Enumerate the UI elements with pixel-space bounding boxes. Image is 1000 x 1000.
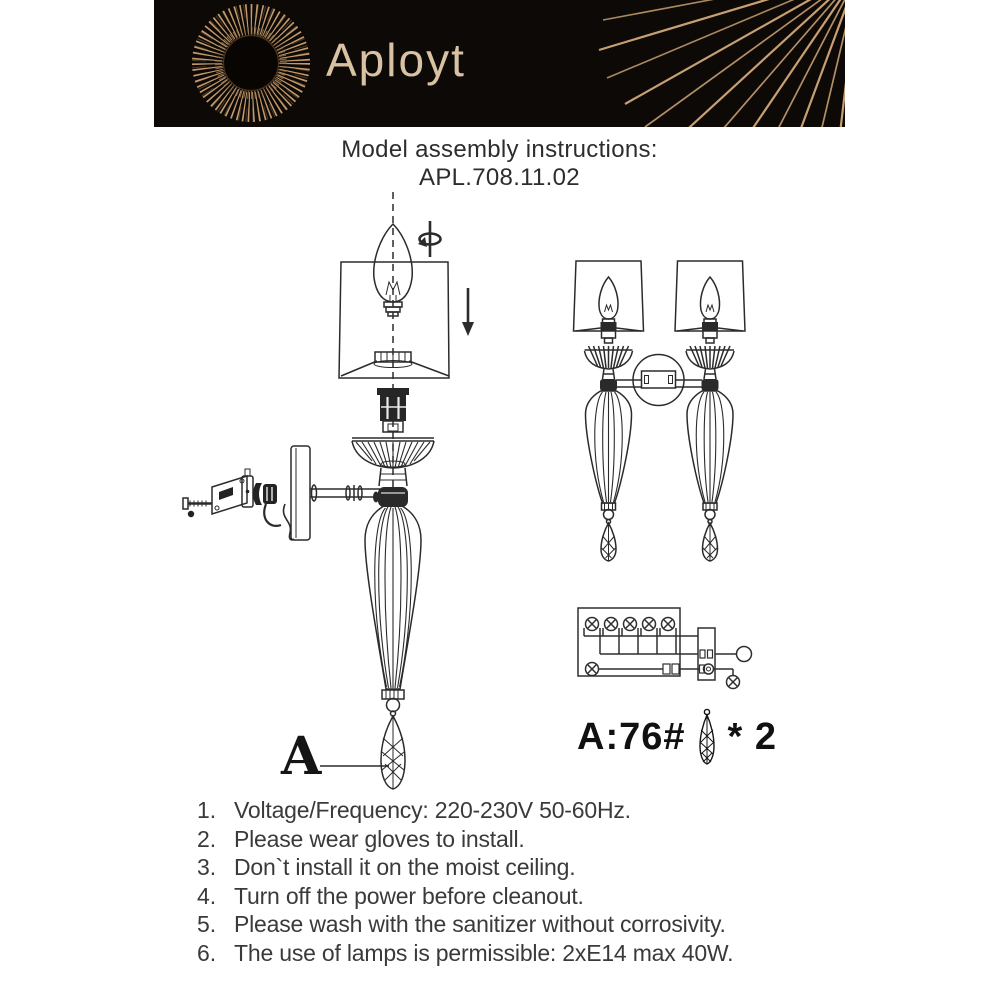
- instruction-text: Please wash with the sanitizer without corrosivity.: [234, 911, 726, 937]
- instruction-text: Turn off the power before cleanout.: [234, 882, 584, 909]
- instruction-number: 3.: [197, 854, 217, 880]
- instruction-number: 2.: [197, 825, 217, 852]
- down-arrow-icon: [462, 288, 474, 336]
- exploded-view-drawing: [183, 192, 474, 789]
- brand-wordmark: Aployt: [326, 34, 466, 86]
- instruction-text: The use of lamps is permissible: 2xE14 max 40W.: [234, 939, 734, 966]
- wiring-diagram: [578, 608, 752, 689]
- instruction-item: [197, 853, 877, 882]
- rotation-arrow-icon: [418, 221, 441, 257]
- instruction-number: 6.: [197, 939, 217, 966]
- part-code: A:76#: [577, 716, 686, 758]
- crystal-drop-icon: [695, 708, 719, 766]
- instructions-list: [197, 796, 877, 967]
- page-title: Model assembly instructions:: [341, 136, 658, 163]
- part-label: A: [281, 726, 322, 787]
- instruction-text: Please wear gloves to install.: [234, 825, 525, 852]
- model-number: APL.708.11.02: [419, 164, 580, 191]
- parts-note: [577, 708, 777, 766]
- instruction-item: [197, 796, 877, 825]
- instruction-number: 5.: [197, 911, 217, 937]
- crystal-drop-large: [381, 716, 405, 789]
- instruction-number: 4.: [197, 882, 217, 909]
- instruction-item: [197, 910, 877, 939]
- part-quantity: * 2: [727, 716, 777, 758]
- instruction-item: [197, 882, 877, 911]
- instruction-item: [197, 939, 877, 968]
- assembled-view-drawing: [574, 261, 746, 561]
- instruction-text: Don`t install it on the moist ceiling.: [234, 854, 576, 880]
- instruction-text: Voltage/Frequency: 220-230V 50-60Hz.: [234, 797, 631, 823]
- instruction-item: [197, 825, 877, 854]
- instruction-number: 1.: [197, 797, 217, 823]
